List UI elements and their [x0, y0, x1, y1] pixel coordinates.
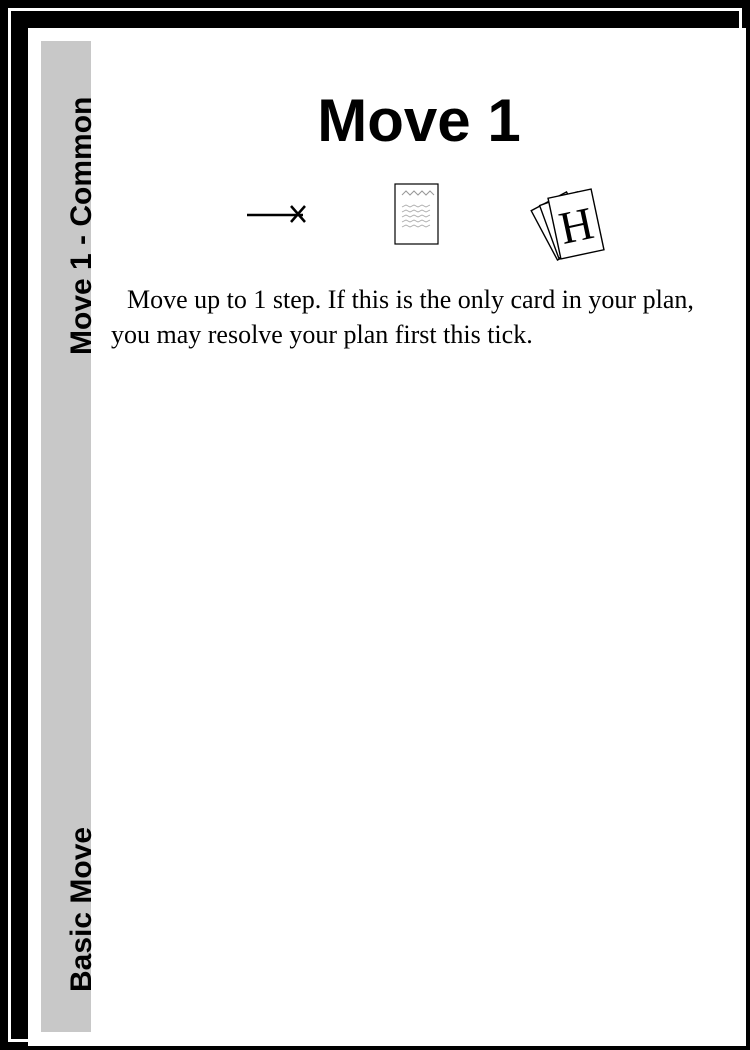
card-rules-text: Move up to 1 step. If this is the only card in your plan, you may resolve your plan first this tick. [111, 285, 694, 349]
hand-cards-letter: H [554, 197, 598, 254]
move-arrow-icon [245, 200, 309, 230]
side-label-card-name: Move 1 - Common [65, 96, 98, 355]
card-title: Move 1 [317, 87, 521, 154]
side-label-card-type: Basic Move [65, 826, 98, 992]
card-face [28, 28, 746, 1046]
card-inner-border [11, 11, 739, 1039]
hand-cards-icon [516, 176, 616, 272]
plan-sheet-icon [394, 183, 440, 247]
